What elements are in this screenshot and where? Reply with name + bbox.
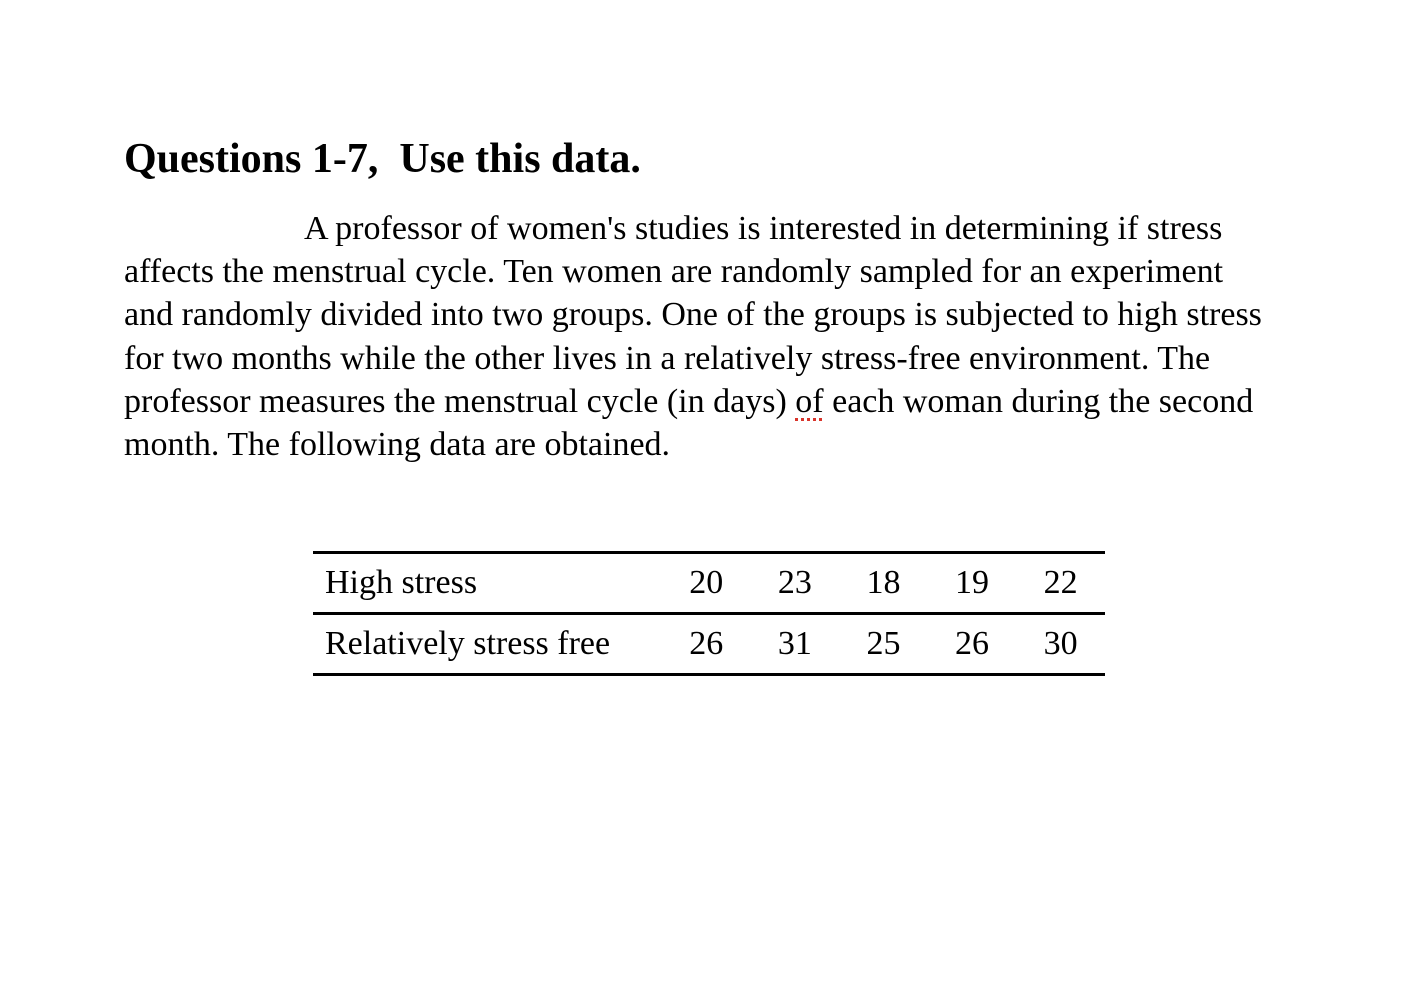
table-cell: 25 xyxy=(839,614,928,675)
table-cell: 26 xyxy=(662,614,751,675)
table-cell: 26 xyxy=(928,614,1017,675)
table-cell: 23 xyxy=(751,553,840,614)
table-cell: 19 xyxy=(928,553,1017,614)
row-label: High stress xyxy=(313,553,662,614)
passage-text-part2: each woman during the second month. The following data are obtained. xyxy=(124,382,1254,464)
passage-text-part1: A professor of women's studies is interested in determining if stress affects the menstrual cycle. Ten women are randomly sampled for an experiment and randomly divided into two groups. One of the groups is subjected to high stress for two months while the other lives in a relatively stress-free environment. The professor measures the menstrual cycle (in days) xyxy=(124,210,1262,420)
table-row-relatively-stress-free xyxy=(313,614,1105,675)
table-cell: 18 xyxy=(839,553,928,614)
heading: Questions 1-7, Use this data. xyxy=(124,136,641,182)
data-table xyxy=(313,551,1105,676)
table-cell: 31 xyxy=(751,614,840,675)
table-row-high-stress xyxy=(313,553,1105,614)
spellcheck-flagged-word[interactable]: of xyxy=(795,382,824,420)
table-cell: 30 xyxy=(1016,614,1105,675)
table-cell: 20 xyxy=(662,553,751,614)
row-label: Relatively stress free xyxy=(313,614,662,675)
problem-passage xyxy=(124,207,1274,466)
table-cell: 22 xyxy=(1016,553,1105,614)
